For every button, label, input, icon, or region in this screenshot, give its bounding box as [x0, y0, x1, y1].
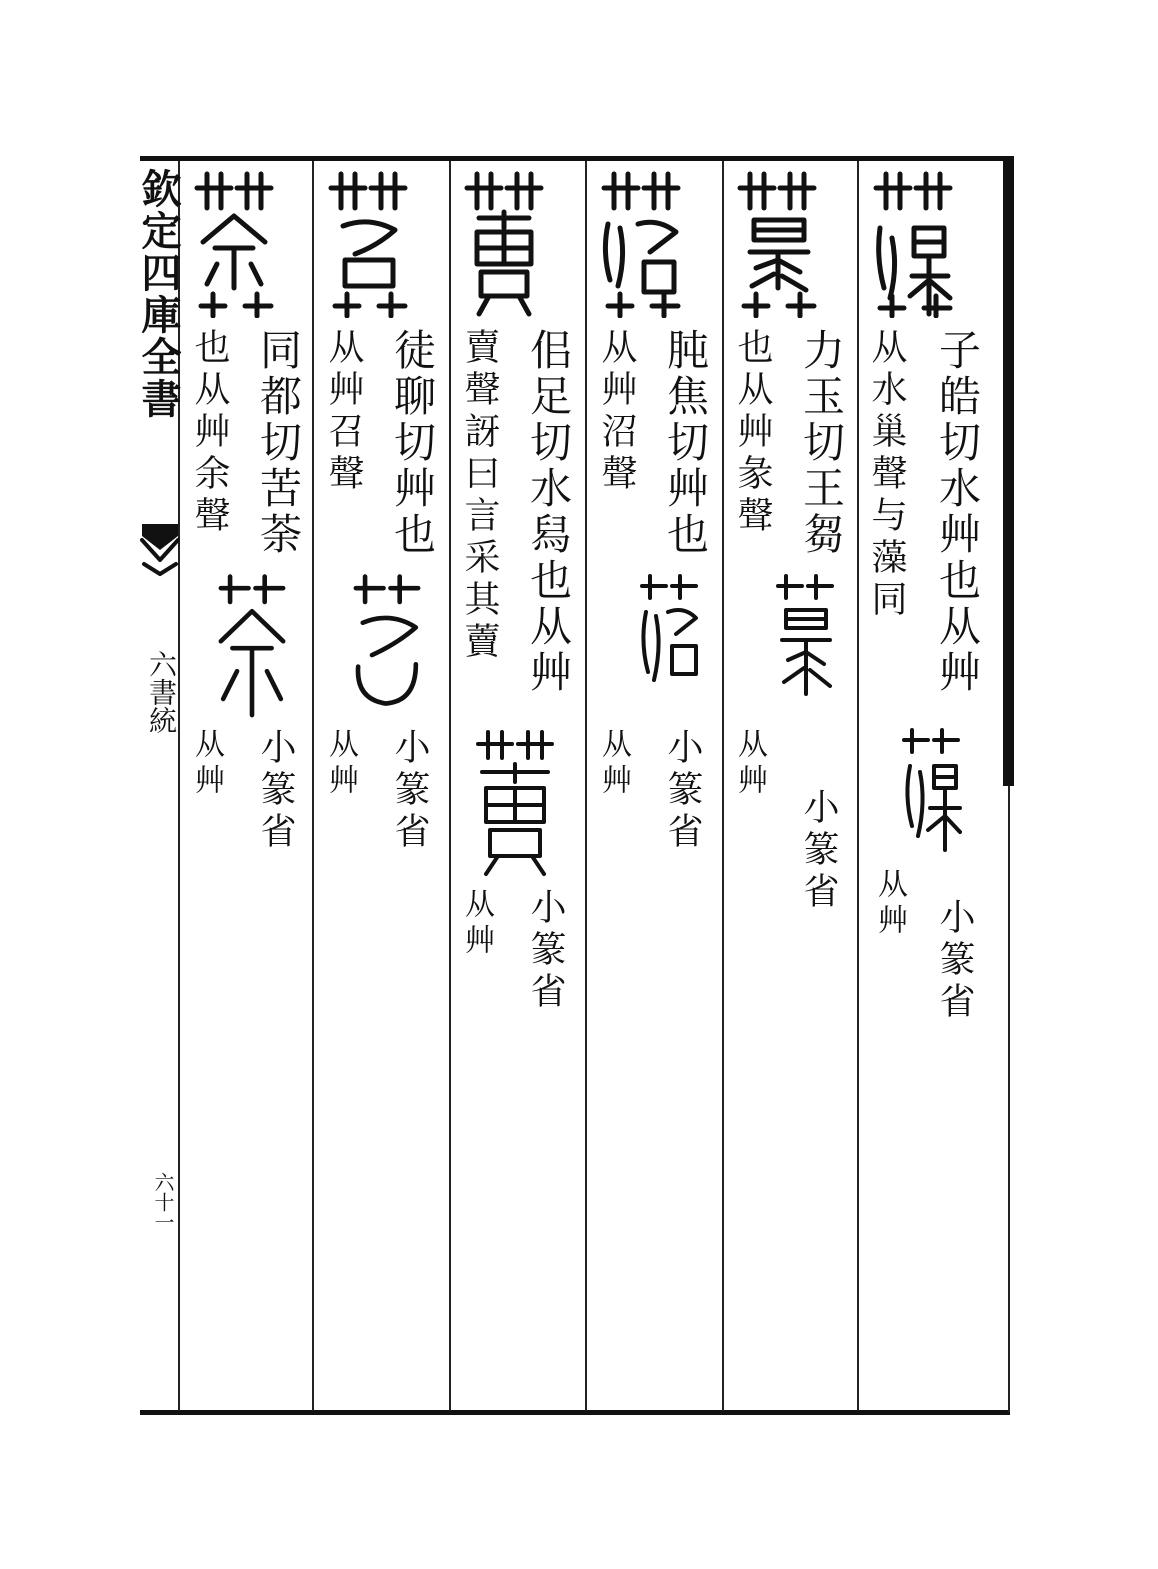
entry-note-main: 小篆省: [934, 898, 975, 1024]
entry-column: [317, 168, 457, 1398]
entry-definition-sub: 也从艸彖聲: [732, 328, 773, 538]
frame-right-rule: [1003, 156, 1014, 786]
entry-note-sub: 从艸: [323, 728, 358, 800]
entry-note-sub: 从艸: [189, 728, 224, 800]
entry-definition-sub: 从艸召聲: [323, 328, 364, 496]
seal-char-variant-icon: [774, 572, 836, 702]
margin-page-number: 六十一: [151, 1172, 175, 1232]
entry-note-sub: 从艸: [459, 888, 494, 960]
frame-top-rule: [140, 156, 1006, 161]
entry-note-main: 小篆省: [662, 728, 703, 854]
entry-note-sub: 从艸: [596, 728, 631, 800]
entry-definition-sub: 也从艸余聲: [189, 328, 230, 538]
seal-char-icon: [191, 168, 277, 318]
seal-char-variant-icon: [347, 572, 427, 722]
entry-column: [183, 168, 323, 1398]
entry-definition-sub: 从水巢聲与藻同: [866, 328, 907, 622]
seal-char-variant-icon: [638, 572, 700, 702]
entry-definition-sub: 从艸沼聲: [596, 328, 637, 496]
entry-column: [862, 168, 1002, 1398]
frame-bottom-rule: [140, 1410, 1010, 1415]
entry-note-sub: 从艸: [872, 868, 907, 940]
entry-column: [453, 168, 593, 1398]
seal-char-icon: [734, 168, 820, 318]
entry-note-main: 小篆省: [255, 728, 296, 854]
seal-char-icon: [325, 168, 411, 318]
entry-definition-main: 佀足切水舄也从艸: [524, 328, 573, 696]
seal-char-variant-icon: [211, 572, 293, 722]
entry-note-sub: 从艸: [732, 728, 767, 800]
margin-series-title: 欽定四庫全書: [135, 168, 182, 420]
entry-definition-main: 力玉切王芻: [797, 328, 846, 558]
seal-char-icon: [870, 168, 956, 318]
seal-char-variant-icon: [900, 726, 962, 856]
entry-column: [726, 168, 866, 1398]
entry-column: [590, 168, 730, 1398]
entry-definition-main: 子皓切水艸也从艸: [933, 328, 982, 696]
fishtail-ornament: [140, 520, 180, 576]
entry-note-main: 小篆省: [798, 788, 839, 914]
seal-char-icon: [461, 168, 547, 318]
seal-char-variant-icon: [467, 728, 563, 878]
entry-definition-main: 同都切苦荼: [254, 328, 303, 558]
entry-definition-main: 肫焦切艸也: [661, 328, 710, 558]
frame-right-thin-rule: [1008, 786, 1010, 1412]
seal-char-icon: [598, 168, 684, 318]
entry-note-main: 小篆省: [389, 728, 430, 854]
entry-definition-main: 徒聊切艸也: [388, 328, 437, 558]
entry-definition-sub: 賣聲訝曰言采其藚: [459, 328, 500, 664]
entry-note-main: 小篆省: [525, 888, 566, 1014]
margin-book-title: 六書統: [145, 650, 178, 734]
